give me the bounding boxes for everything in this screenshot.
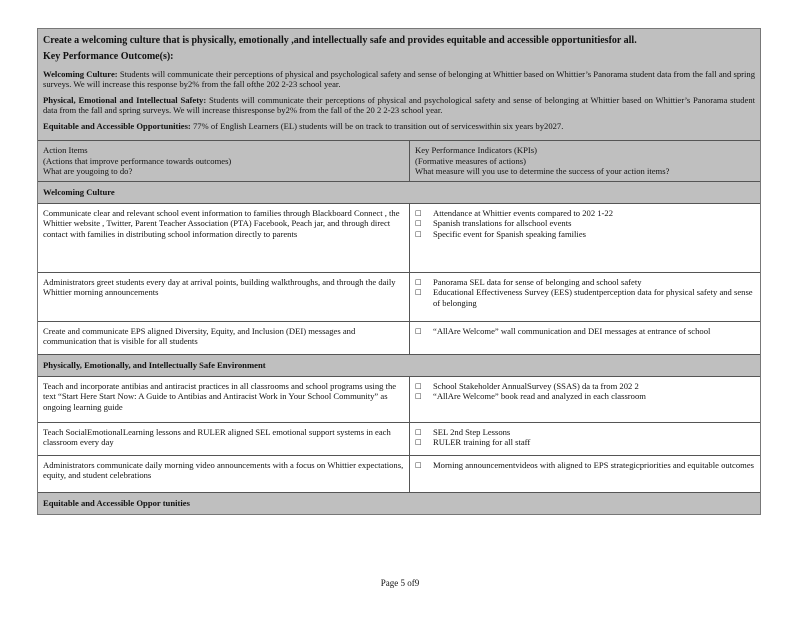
outcome-safety	[43, 95, 755, 116]
kpi-text: Educational Effectiveness Survey (EES) studentperception data for physical safety and sense of belonging	[433, 287, 753, 308]
kpi-text: Spanish translations for allschool events	[433, 218, 572, 229]
kpi-item	[415, 391, 755, 402]
kpi-text: Specific event for Spanish speaking families	[433, 228, 586, 239]
action-items-header	[38, 141, 410, 181]
outcome-text: Students will communicate their perceptions of physical and psychological safety and sense of belonging at Whittier based on Whittier’s Panorama student data from the fall and spring surveys. We will increase this response by2% from the fall ofthe 202 2-23 school year.	[43, 68, 755, 89]
kpi-text: SEL 2nd Step Lessons	[433, 426, 511, 437]
kpi-text: RULER training for all staff	[433, 437, 531, 448]
section-header: Physically, Emotionally, and Intellectually Safe Environment	[38, 354, 760, 376]
action-item: Communicate clear and relevant school event information to families through Blackboard Connect , the Whittier website , Twitter, Parent Teacher Association (PTA) Facebook, Peach jar, and through direct contact with families in distributing school information directly to parents	[38, 204, 410, 272]
action-item: Teach and incorporate antibias and antiracist practices in all classrooms and school programs using the text “Start Here Start Now: A Guide to Antibias and Antiracist Work in Your School Community” as ongoing learning guide	[38, 377, 410, 422]
kpi-item	[415, 287, 755, 308]
outcome-equity	[43, 121, 755, 132]
outcome-label: Welcoming Culture:	[43, 68, 118, 79]
bullet-icon: □	[415, 460, 422, 469]
kpi-list	[410, 204, 760, 272]
header-line: (Actions that improve performance towards outcomes)	[43, 155, 232, 166]
outcome-label: Physical, Emotional and Intellectual Safety:	[43, 94, 207, 105]
bullet-icon: □	[415, 438, 422, 447]
header-line: Key Performance Indicators (KPIs)	[415, 145, 537, 155]
goal-header	[38, 29, 760, 140]
bullet-icon: □	[415, 288, 422, 297]
kpi-item	[415, 381, 755, 392]
outcome-label: Equitable and Accessible Opportunities:	[43, 120, 191, 131]
column-header-row	[38, 140, 760, 181]
bullet-icon: □	[415, 381, 422, 390]
action-item: Administrators communicate daily morning video announcements with a focus on Whittier expectations, equity, and student celebrations	[38, 456, 410, 492]
bullet-icon: □	[415, 229, 422, 238]
kpi-list	[410, 273, 760, 321]
kpi-text: Panorama SEL data for sense of belonging and school safety	[433, 276, 642, 287]
action-item: Teach SocialEmotionalLearning lessons and RULER aligned SEL emotional support systems in each classroom every day	[38, 423, 410, 455]
header-line: What measure will you use to determine the success of your action items?	[415, 166, 670, 177]
table-row	[38, 376, 760, 422]
kpi-item	[415, 277, 755, 288]
bullet-icon: □	[415, 208, 422, 217]
header-line: Action Items	[43, 145, 88, 155]
action-item: Create and communicate EPS aligned Diversity, Equity, and Inclusion (DEI) messages and communication that is visible for all students	[38, 322, 410, 354]
table-row	[38, 203, 760, 272]
section-header: Welcoming Culture	[38, 181, 760, 203]
kpi-text: “AllAre Welcome” book read and analyzed in each classroom	[433, 391, 646, 402]
kpi-list	[410, 423, 760, 455]
kpi-item	[415, 460, 755, 471]
header-line: What are yougoing to do?	[43, 166, 133, 177]
bullet-icon: □	[415, 326, 422, 335]
kpi-item	[415, 229, 755, 240]
bullet-icon: □	[415, 392, 422, 401]
kpi-list	[410, 456, 760, 492]
page	[37, 28, 761, 515]
bullet-icon: □	[415, 427, 422, 436]
page-number: Page 5 of9	[380, 578, 420, 588]
outcome-text: Students will communicate their perceptions of physical and psychological safety and sense of belonging at Whittier based on Whittier’s Panorama student data from the fall and spring surveys. We will increase thisresponse by2% from the fall of the 20 2 2-23 school year.	[43, 94, 756, 115]
table-row	[38, 422, 760, 455]
outcome-welcoming	[43, 69, 755, 90]
kpi-text: Attendance at Whittier events compared to 202 1-22	[433, 207, 614, 218]
kpo-title: Key Performance Outcome(s):	[43, 51, 174, 62]
kpi-text: “AllAre Welcome” wall communication and DEI messages at entrance of school	[433, 325, 711, 336]
plan-table	[37, 28, 761, 515]
action-item: Administrators greet students every day at arrival points, building walkthroughs, and through the daily Whittier morning announcements	[38, 273, 410, 321]
kpi-item	[415, 427, 755, 438]
section-header: Equitable and Accessible Oppor tunities	[38, 492, 760, 514]
outcome-text: 77% of English Learners (EL) students will be on track to transition out of serviceswithin six years by2027.	[190, 120, 564, 131]
kpi-header	[410, 141, 760, 181]
kpi-item	[415, 326, 755, 337]
kpi-list	[410, 377, 760, 422]
kpi-item	[415, 208, 755, 219]
header-line: (Formative measures of actions)	[415, 155, 526, 166]
kpi-item	[415, 218, 755, 229]
kpi-list	[410, 322, 760, 354]
kpi-text: Morning announcementvideos with aligned to EPS strategicpriorities and equitable outcomes	[433, 459, 755, 470]
table-row	[38, 455, 760, 492]
table-row	[38, 321, 760, 354]
kpi-text: School Stakeholder AnnualSurvey (SSAS) da ta from 202 2	[433, 380, 639, 391]
kpi-item	[415, 437, 755, 448]
goal-statement: Create a welcoming culture that is physically, emotionally ,and intellectually safe and provides equitable and accessible opportunitiesfor all.	[43, 35, 637, 46]
bullet-icon: □	[415, 277, 422, 286]
table-row	[38, 272, 760, 321]
bullet-icon: □	[415, 219, 422, 228]
sections	[38, 181, 760, 514]
